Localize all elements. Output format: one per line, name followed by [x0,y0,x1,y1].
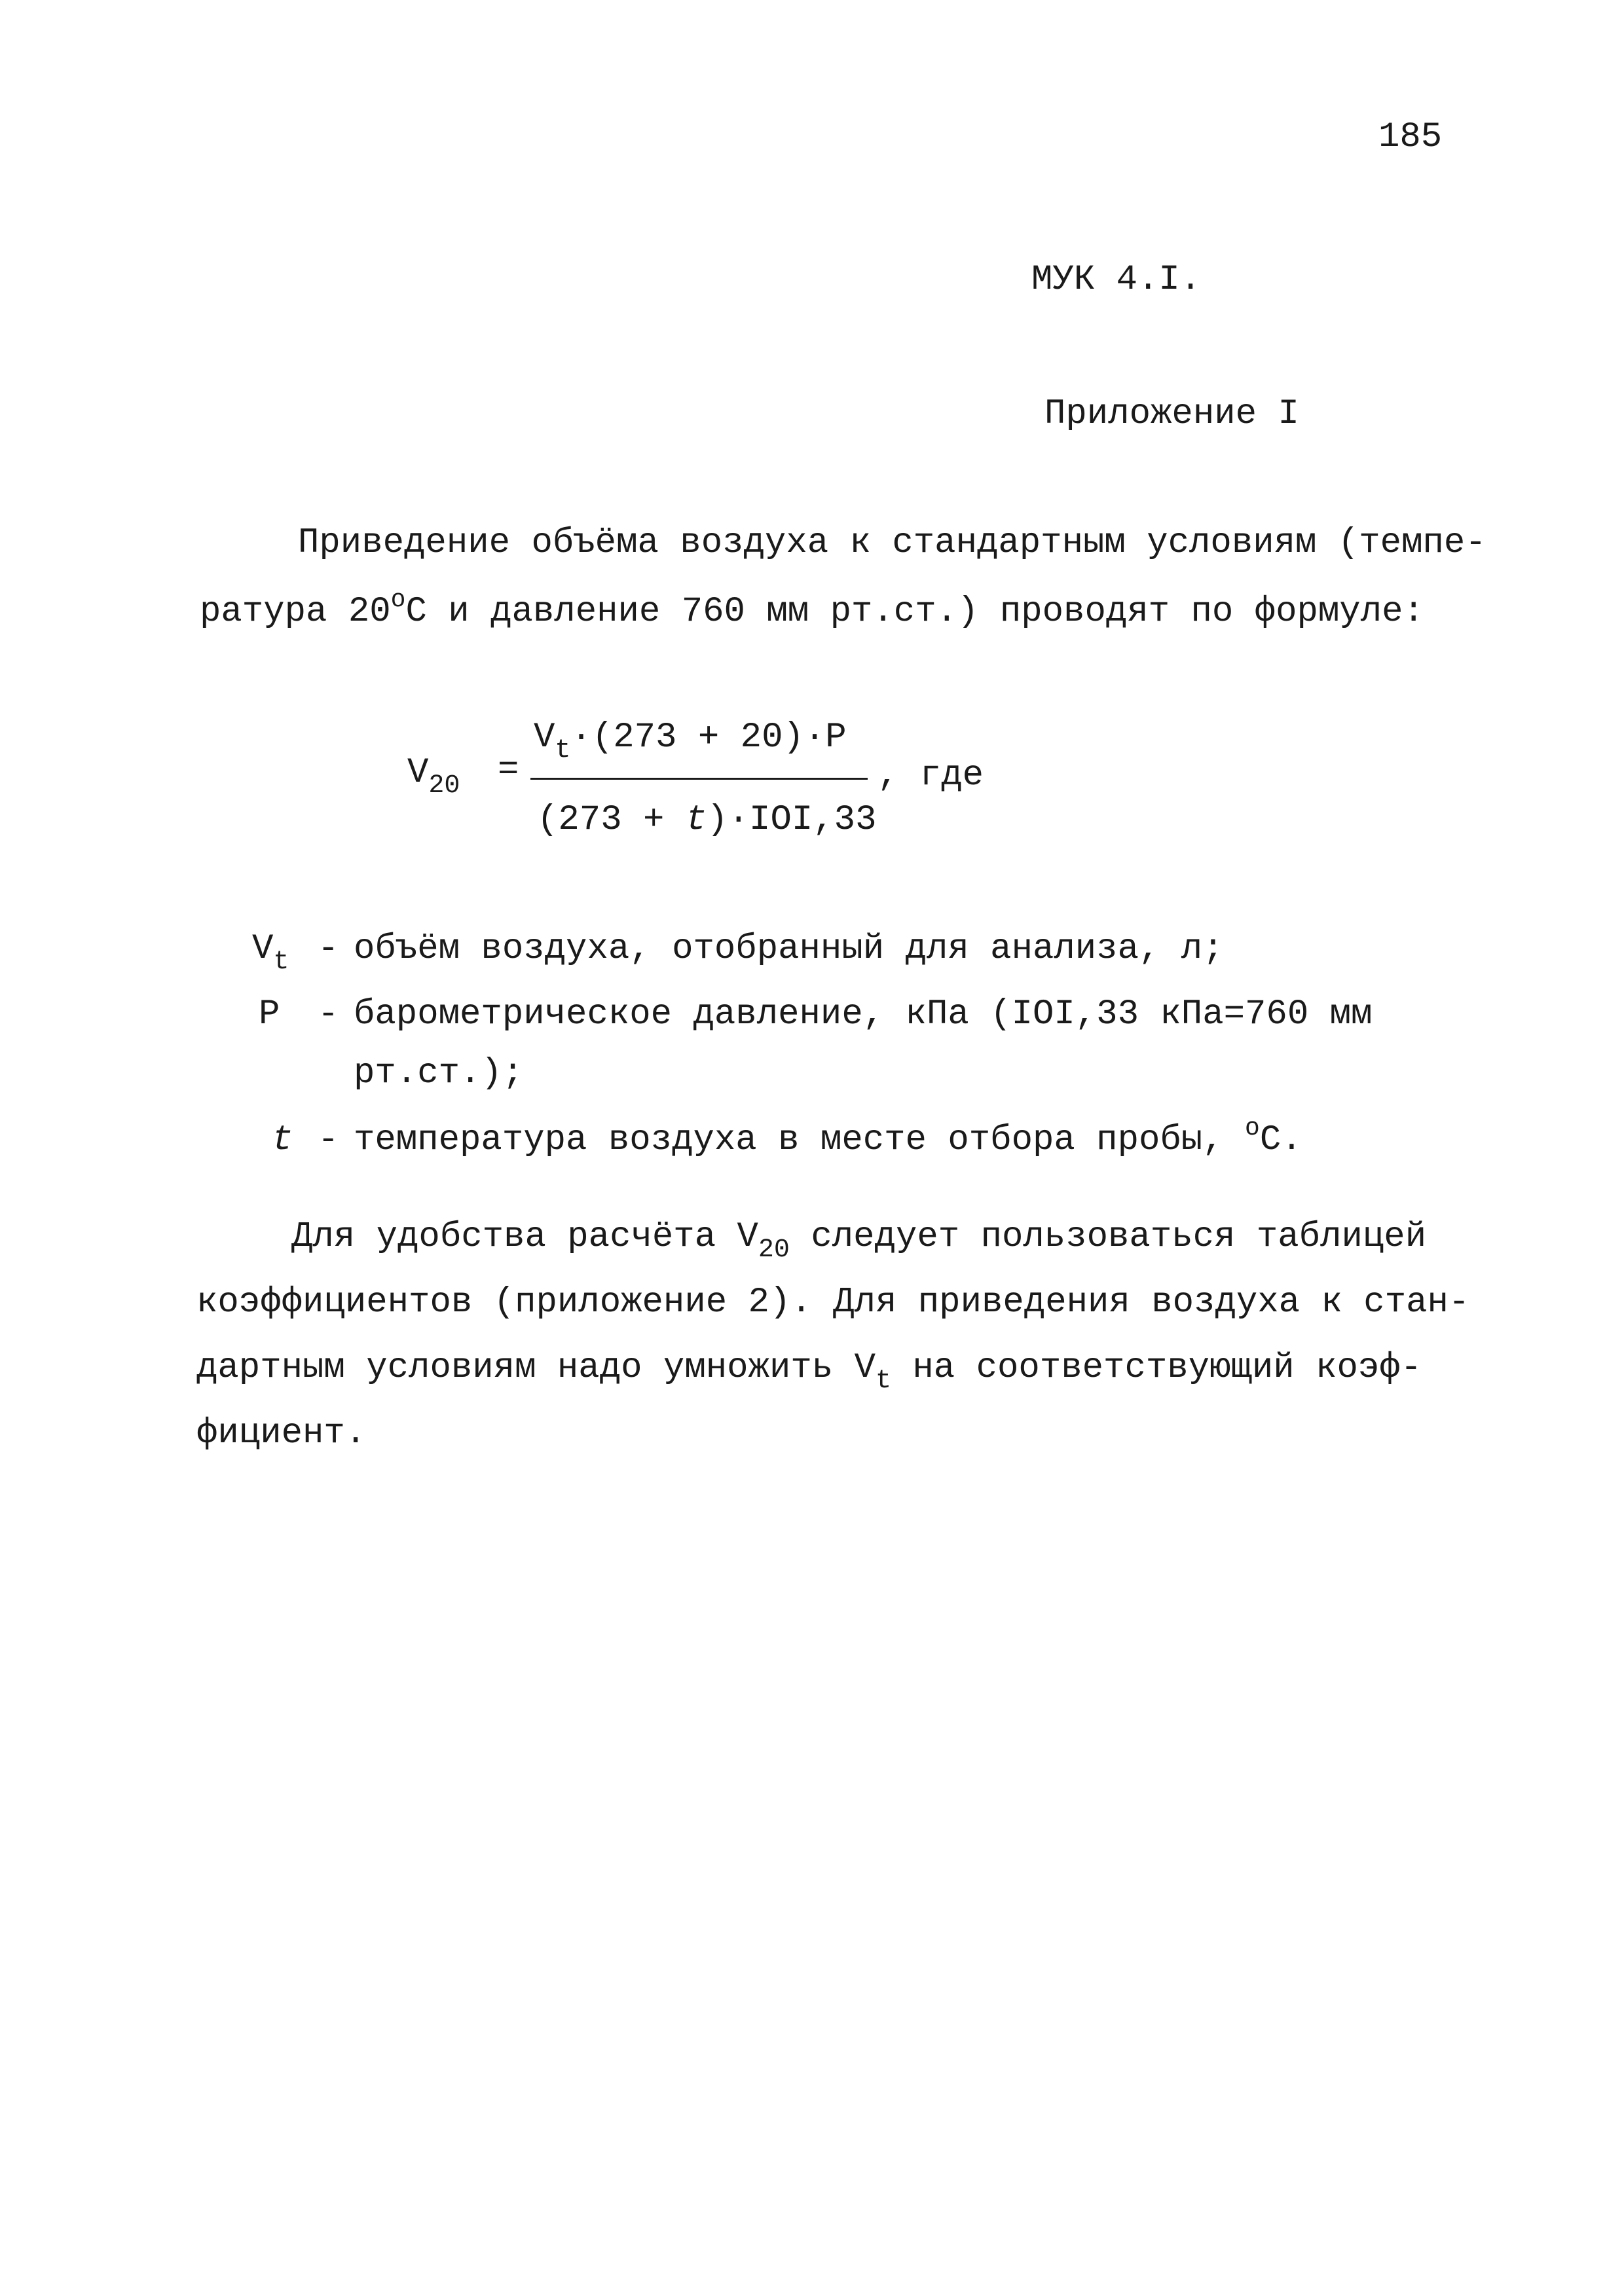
formula-denominator: (273 + t)·IOI,33 [537,800,877,840]
intro-line-2: ратура $20^оС$ и давление 760 мм рт.ст.) проводят по формуле: [200,586,1424,632]
legend-text-t: температура воздуха в месте отбора пробы, $^о$С. [354,1114,1302,1160]
legend-symbol-p: P [259,994,280,1034]
para2-line-1: Для удобства расчёта $V_{20}$ следует пользоваться таблицей [291,1217,1427,1265]
formula-tail: , где [877,756,984,795]
formula-equals: = [498,750,519,790]
document-code: МУК 4.I. [1031,260,1202,300]
page-number: 185 [1378,117,1443,157]
formula-lhs: $V_{20}$ [407,753,460,801]
fraction-bar [530,778,868,780]
legend-dash-t: - [318,1120,339,1160]
legend-dash-v: - [318,929,339,969]
legend-symbol-t: t [272,1120,293,1160]
formula-numerator: $V_t\cdot(273 + 20)\cdot P$ [534,718,847,765]
para2-line-2: коэффициентов (приложение 2). Для приведения воздуха к стан- [196,1283,1470,1322]
legend-text-p-cont: рт.ст.); [354,1053,524,1093]
formula [406,717,995,874]
legend-dash-p: - [318,994,339,1034]
intro-line-1: Приведение объёма воздуха к стандартным условиям (темпе- [298,523,1486,563]
para2-line-4: фициент. [196,1413,367,1453]
legend-text-p: барометрическое давление, кПа (IOI,33 кПа=760 мм [354,994,1373,1034]
legend-text-v: объём воздуха, отобранный для анализа, л; [354,929,1224,969]
legend-symbol-v: $V_t$ [252,929,289,977]
para2-line-3: дартным условиям надо умножить $V_t$ на соответствующий коэф- [196,1348,1422,1396]
appendix-heading: Приложение I [1044,394,1299,434]
